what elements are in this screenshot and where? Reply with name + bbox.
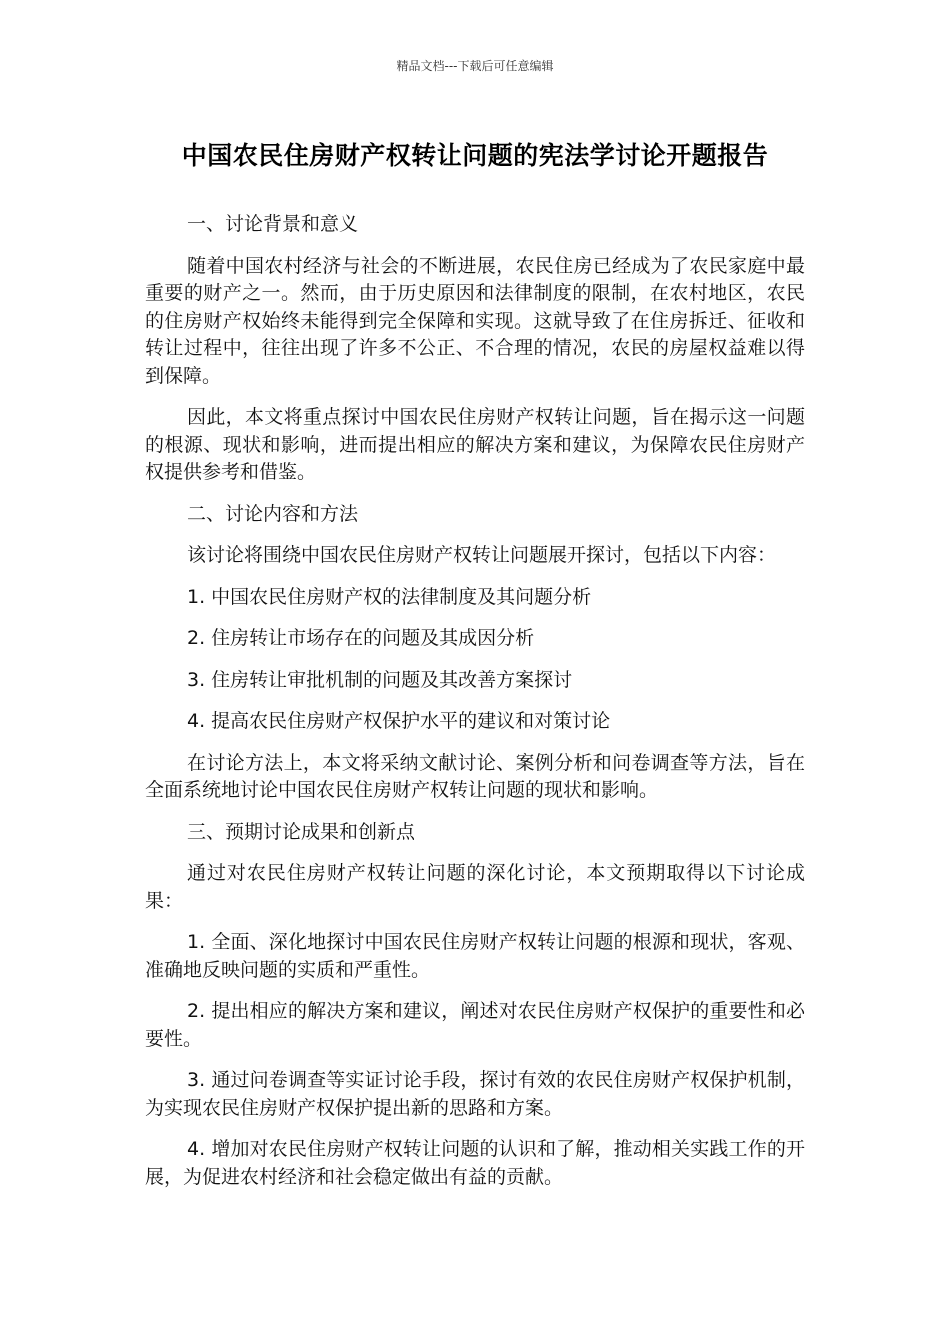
section-1-heading: 一、讨论背景和意义	[187, 213, 359, 235]
section-3-heading: 三、预期讨论成果和创新点	[187, 820, 416, 843]
section-2-intro: 该讨论将围绕中国农民住房财产权转让问题展开探讨，包括以下内容：	[187, 544, 777, 566]
section-3-item-1: 1. 全面、深化地探讨中国农民住房财产权转让问题的根源和现状，客观、准确地反映问题的实质和严重性。	[145, 931, 805, 981]
section-3-item-4: 4. 增加对农民住房财产权转让问题的认识和了解，推动相关实践工作的开展，为促进农村经济和社会稳定做出有益的贡献。	[145, 1138, 805, 1188]
section-3-intro: 通过对农民住房财产权转让问题的深化讨论，本文预期取得以下讨论成果：	[145, 862, 805, 912]
document-title: 中国农民住房财产权转让问题的宪法学讨论开题报告	[181, 141, 769, 170]
section-2-method: 在讨论方法上，本文将采纳文献讨论、案例分析和问卷调查等方法，旨在全面系统地讨论中国农民住房财产权转让问题的现状和影响。	[145, 751, 805, 801]
header-note: 精品文档---下载后可任意编辑	[396, 59, 554, 73]
section-2-item-4: 4. 提高农民住房财产权保护水平的建议和对策讨论	[187, 710, 611, 732]
section-1-paragraph-1: 随着中国农村经济与社会的不断进展，农民住房已经成为了农民家庭中最重要的财产之一。然而，由于历史原因和法律制度的限制，在农村地区，农民的住房财产权始终未能得到完全保障和实现。这就导致了在住房拆迁、征收和转让过程中，往往出现了许多不公正、不合理的情况，农民的房屋权益难以得到保障。	[145, 254, 805, 387]
section-2-heading: 二、讨论内容和方法	[187, 502, 359, 525]
section-3-item-2: 2. 提出相应的解决方案和建议，阐述对农民住房财产权保护的重要性和必要性。	[145, 1000, 805, 1050]
section-2-item-1: 1. 中国农民住房财产权的法律制度及其问题分析	[187, 585, 592, 608]
section-1-paragraph-2: 因此，本文将重点探讨中国农民住房财产权转让问题，旨在揭示这一问题的根源、现状和影响，进而提出相应的解决方案和建议，为保障农民住房财产权提供参考和借鉴。	[145, 406, 805, 483]
section-3-item-3: 3. 通过问卷调查等实证讨论手段，探讨有效的农民住房财产权保护机制，为实现农民住房财产权保护提出新的思路和方案。	[145, 1069, 805, 1119]
section-2-item-3: 3. 住房转让审批机制的问题及其改善方案探讨	[187, 668, 573, 691]
section-2-item-2: 2. 住房转让市场存在的问题及其成因分析	[187, 627, 535, 649]
document-body	[145, 211, 805, 1205]
